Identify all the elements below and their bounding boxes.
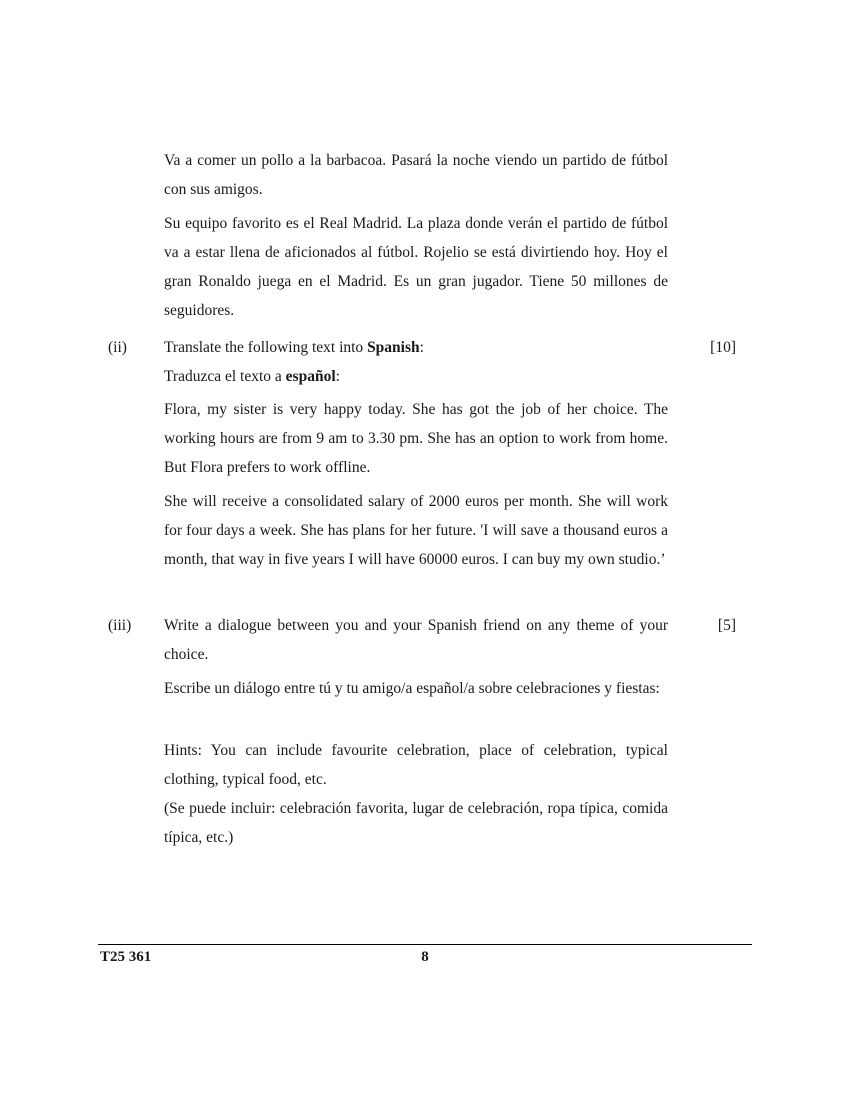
question-number-ii: (ii) <box>108 339 127 356</box>
question-marks-iii: [5] <box>717 617 736 634</box>
question-ii-paragraph-2: She will receive a consolidated salary of 2000 euros per month. She will work for four days a week. She has plans for her future. 'I will save a thousand euros a month, that way in five years I will have 60000 euros. I can buy my own studio.’ <box>164 493 668 568</box>
question-number-iii: (iii) <box>108 617 132 634</box>
question-iii-instruction-en: Write a dialogue between you and your Spanish friend on any theme of your choice. <box>164 617 668 663</box>
question-ii-paragraph-1: Flora, my sister is very happy today. She has got the job of her choice. The working hours are from 9 am to 3.30 pm. She has an option to work from home. But Flora prefers to work offline. <box>164 401 668 476</box>
paper-code: T25 361 <box>100 949 152 965</box>
question-marks-ii: [10] <box>710 339 736 356</box>
page-number: 8 <box>421 949 429 965</box>
question-iii-instruction-es: Escribe un diálogo entre tú y tu amigo/a español/a sobre celebraciones y fiestas: <box>164 680 660 697</box>
continuation-paragraph-2: Su equipo favorito es el Real Madrid. La plaza donde verán el partido de fútbol va a estar llena de aficionados al fútbol. Rojelio se está divirtiendo hoy. Hoy el gran Ronaldo juega en el Madrid. Es un gran jugador. Tiene 50 millones de seguidores. <box>164 215 668 319</box>
continuation-paragraph-1: Va a comer un pollo a la barbacoa. Pasará la noche viendo un partido de fútbol con sus amigos. <box>164 152 668 198</box>
question-iii-hints-en: Hints: You can include favourite celebration, place of celebration, typical clothing, typical food, etc. <box>164 742 668 788</box>
question-iii-hints-es: (Se puede incluir: celebración favorita, lugar de celebración, ropa típica, comida típica, etc.) <box>164 800 668 846</box>
question-ii-instruction-en: Translate the following text into Spanish: <box>164 339 424 356</box>
footer-divider <box>98 944 752 945</box>
question-ii-instruction-es: Traduzca el texto a español: <box>164 368 340 385</box>
